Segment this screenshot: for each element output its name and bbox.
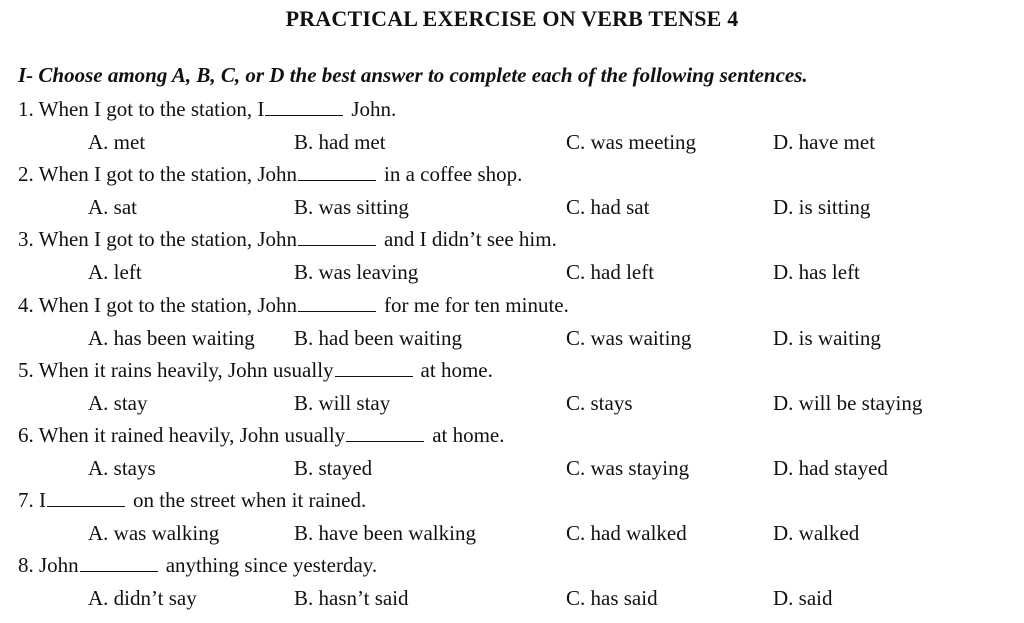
option-c: C. has said <box>566 586 658 611</box>
option-c: C. had sat <box>566 195 650 220</box>
option-c: C. was staying <box>566 455 690 480</box>
question-text-before: 5. When it rains heavily, John usually <box>18 357 334 382</box>
question-text-after: for me for ten minute. <box>384 292 569 317</box>
option-a: A. didn’t say <box>88 586 197 611</box>
question-4 <box>18 291 1018 356</box>
option-d: D. is sitting <box>773 195 871 220</box>
question-3 <box>18 225 1018 290</box>
option-d: D. have met <box>773 130 876 154</box>
option-a: A. has been waiting <box>88 325 255 350</box>
question-text-after: and I didn’t see him. <box>384 227 557 252</box>
option-a: A. stay <box>88 390 148 415</box>
option-d: D. walked <box>773 521 860 546</box>
question-text-before: 2. When I got to the station, John <box>18 162 297 187</box>
page-title: PRACTICAL EXERCISE ON VERB TENSE 4 <box>285 6 739 31</box>
option-b: B. will stay <box>294 390 391 415</box>
question-6 <box>18 421 1018 486</box>
question-text-after: at home. <box>420 357 493 382</box>
option-a: A. stays <box>88 455 156 480</box>
answer-blank <box>298 227 376 246</box>
answer-blank <box>346 423 424 442</box>
answer-blank <box>335 358 413 377</box>
answer-blank <box>298 293 376 312</box>
question-1 <box>18 95 1018 160</box>
option-c: C. had walked <box>566 521 687 546</box>
option-b: B. was leaving <box>294 260 419 285</box>
answer-blank <box>298 162 376 181</box>
option-c: C. had left <box>566 260 655 285</box>
question-stem <box>18 291 569 319</box>
option-b: B. had met <box>294 130 386 154</box>
question-text-after: at home. <box>432 422 505 447</box>
answer-blank <box>47 488 125 507</box>
option-c: C. was waiting <box>566 325 692 350</box>
option-d: D. had stayed <box>773 455 888 480</box>
question-text-before: 8. John <box>18 553 79 578</box>
option-b: B. have been walking <box>294 521 476 546</box>
question-7 <box>18 486 1018 551</box>
option-d: D. will be staying <box>773 390 923 415</box>
option-a: A. was walking <box>88 521 220 546</box>
question-stem <box>18 486 366 514</box>
option-d: D. is waiting <box>773 325 881 350</box>
question-stem <box>18 95 396 123</box>
option-a: A. met <box>88 130 146 154</box>
option-d: D. has left <box>773 260 860 285</box>
question-text-after: on the street when it rained. <box>133 488 367 513</box>
answer-blank <box>265 97 343 116</box>
question-text-before: 4. When I got to the station, John <box>18 292 297 317</box>
question-text-after: John. <box>351 97 397 121</box>
question-stem <box>18 225 557 253</box>
question-text-after: anything since yesterday. <box>165 553 378 578</box>
question-8 <box>18 551 1018 616</box>
option-b: B. was sitting <box>294 195 409 220</box>
option-a: A. sat <box>88 195 137 220</box>
questions-list <box>18 95 1018 617</box>
question-stem <box>18 551 377 579</box>
answer-blank <box>80 553 158 572</box>
option-c: C. stays <box>566 390 633 415</box>
instruction: I- Choose among A, B, C, or D the best answer to complete each of the following sentences. <box>18 63 808 87</box>
question-text-before: 3. When I got to the station, John <box>18 227 297 252</box>
question-stem <box>18 421 505 449</box>
question-2 <box>18 160 1018 225</box>
question-stem <box>18 356 493 384</box>
option-b: B. hasn’t said <box>294 586 409 611</box>
option-b: B. stayed <box>294 455 373 480</box>
question-text-after: in a coffee shop. <box>384 162 523 187</box>
question-text-before: 6. When it rained heavily, John usually <box>18 422 346 447</box>
question-stem <box>18 160 522 188</box>
option-b: B. had been waiting <box>294 325 462 350</box>
question-text-before: 1. When I got to the station, I <box>18 97 265 121</box>
question-text-before: 7. I <box>18 488 46 513</box>
question-5 <box>18 356 1018 421</box>
option-d: D. said <box>773 586 833 611</box>
option-c: C. was meeting <box>566 130 697 154</box>
option-a: A. left <box>88 260 142 285</box>
